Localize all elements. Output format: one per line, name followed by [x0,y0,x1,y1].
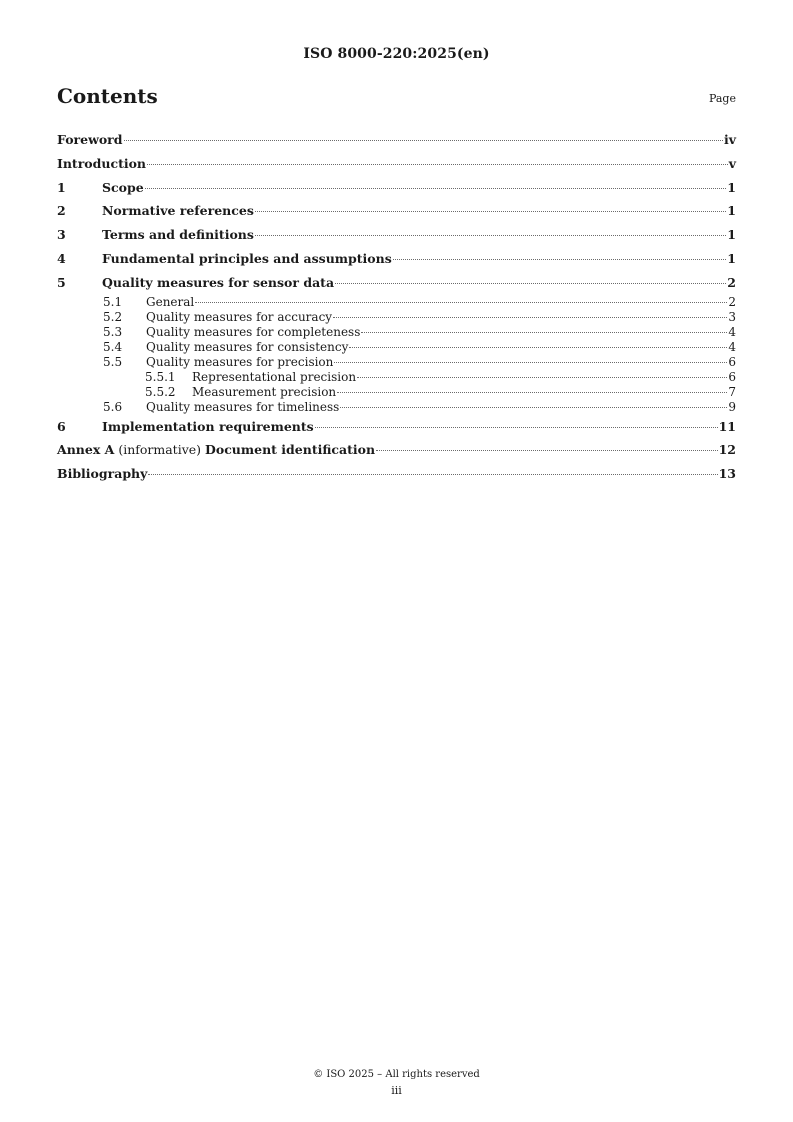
toc-entry-number: 5.2 [103,309,123,324]
toc-entry-number: 5.5.2 [145,384,176,399]
toc-entry-title: Fundamental principles and assumptions [102,250,392,266]
toc-entry-title-main: Document identification [205,442,376,458]
toc-entry-page: 7 [728,384,736,399]
dot-leader [357,377,727,378]
toc-entry-page: 1 [727,227,736,243]
toc-entry-page: 4 [728,339,736,354]
dot-leader [124,140,723,141]
dot-leader [145,188,727,189]
dot-leader [340,407,727,408]
toc-entry[interactable] [57,199,736,223]
dot-leader [333,317,727,318]
toc-entry-number: 1 [57,179,66,195]
toc-entry-title: General [146,294,195,309]
toc-entry-number: 5.3 [103,324,123,339]
toc-entry-page: 9 [728,399,736,414]
toc-entry-page: v [728,155,736,171]
toc-entry-page: 2 [728,294,736,309]
toc-entry-page: 13 [718,466,736,482]
dot-leader [315,427,718,428]
dot-leader [255,235,726,236]
toc-entry-number: 5.4 [103,339,123,354]
toc-entry-title: Quality measures for sensor data [102,274,335,290]
toc-entry-number: 6 [57,418,66,434]
toc-entry-number: 5.5.1 [145,369,176,384]
toc-entry-title [57,438,375,462]
page-number: iii [391,1084,402,1097]
toc-entry-page: 11 [718,418,736,434]
toc-entry-number: 3 [57,227,66,243]
toc-entry-number: 5.1 [103,294,123,309]
toc-entry-title-note: (informative) [114,442,206,458]
toc-entry-number: 5.5 [103,354,123,369]
dot-leader [361,332,727,333]
toc-entry-page: 4 [728,324,736,339]
toc-entry-title: Implementation requirements [102,418,314,434]
toc-entry-title: Quality measures for timeliness [146,399,340,414]
toc-entry[interactable] [57,355,736,370]
toc-entry-number: 4 [57,250,66,266]
toc-entry-title: Foreword [57,132,123,147]
toc-entry-page: iv [723,132,736,147]
toc-entry-title: Quality measures for precision [146,354,334,369]
toc-entry[interactable] [57,415,736,439]
toc-entry-title: Terms and definitions [102,227,254,243]
toc-entry[interactable] [57,310,736,325]
toc-entry[interactable] [57,247,736,271]
toc-entry[interactable] [57,400,736,415]
toc-entry-page: 6 [728,354,736,369]
toc-entry-title: Quality measures for consistency [146,339,349,354]
toc-entry-page: 12 [718,442,736,458]
dot-leader [195,302,727,303]
toc-entry-page: 2 [727,274,736,290]
toc-entry-title: Quality measures for accuracy [146,309,333,324]
contents-heading: Contents [57,84,158,108]
toc-entry[interactable] [57,271,736,295]
page-column-label: Page [708,92,736,105]
toc-entry-number: 2 [57,203,66,219]
toc-entry-title: Normative references [102,203,254,219]
toc-entry-title: Scope [102,179,144,195]
copyright-notice: © ISO 2025 – All rights reserved [313,1069,480,1080]
toc-entry[interactable] [57,176,736,200]
toc-entry[interactable] [57,385,736,400]
dot-leader [349,347,727,348]
toc-entry[interactable] [57,370,736,385]
toc-entry[interactable] [57,295,736,310]
dot-leader [335,283,726,284]
toc-entry-number: 5 [57,274,66,290]
dot-leader [393,259,727,260]
toc-entry[interactable] [57,223,736,247]
table-of-contents [57,128,736,486]
dot-leader [337,392,727,393]
dot-leader [376,450,718,451]
toc-entry-page: 6 [728,369,736,384]
toc-entry[interactable] [57,340,736,355]
toc-entry[interactable] [57,152,736,176]
toc-entry-page: 1 [727,179,736,195]
document-identifier: ISO 8000-220:2025(en) [303,46,490,62]
toc-entry-page: 3 [728,309,736,324]
dot-leader [148,474,717,475]
page-footer [0,1067,793,1099]
dot-leader [334,362,727,363]
toc-entry-title: Measurement precision [192,384,337,399]
toc-entry[interactable] [57,325,736,340]
toc-entry-number: 5.6 [103,399,123,414]
toc-entry[interactable] [57,462,736,486]
toc-entry[interactable] [57,438,736,462]
toc-entry-title: Bibliography [57,466,148,482]
dot-leader [255,211,726,212]
toc-entry[interactable] [57,128,736,152]
toc-entry-page: 1 [727,250,736,266]
toc-entry-title: Quality measures for completeness [146,324,361,339]
toc-entry-page: 1 [727,203,736,219]
toc-entry-title: Introduction [57,155,147,171]
toc-entry-title: Representational precision [192,369,357,384]
dot-leader [147,164,728,165]
toc-entry-title-prefix: Annex A [57,442,115,458]
